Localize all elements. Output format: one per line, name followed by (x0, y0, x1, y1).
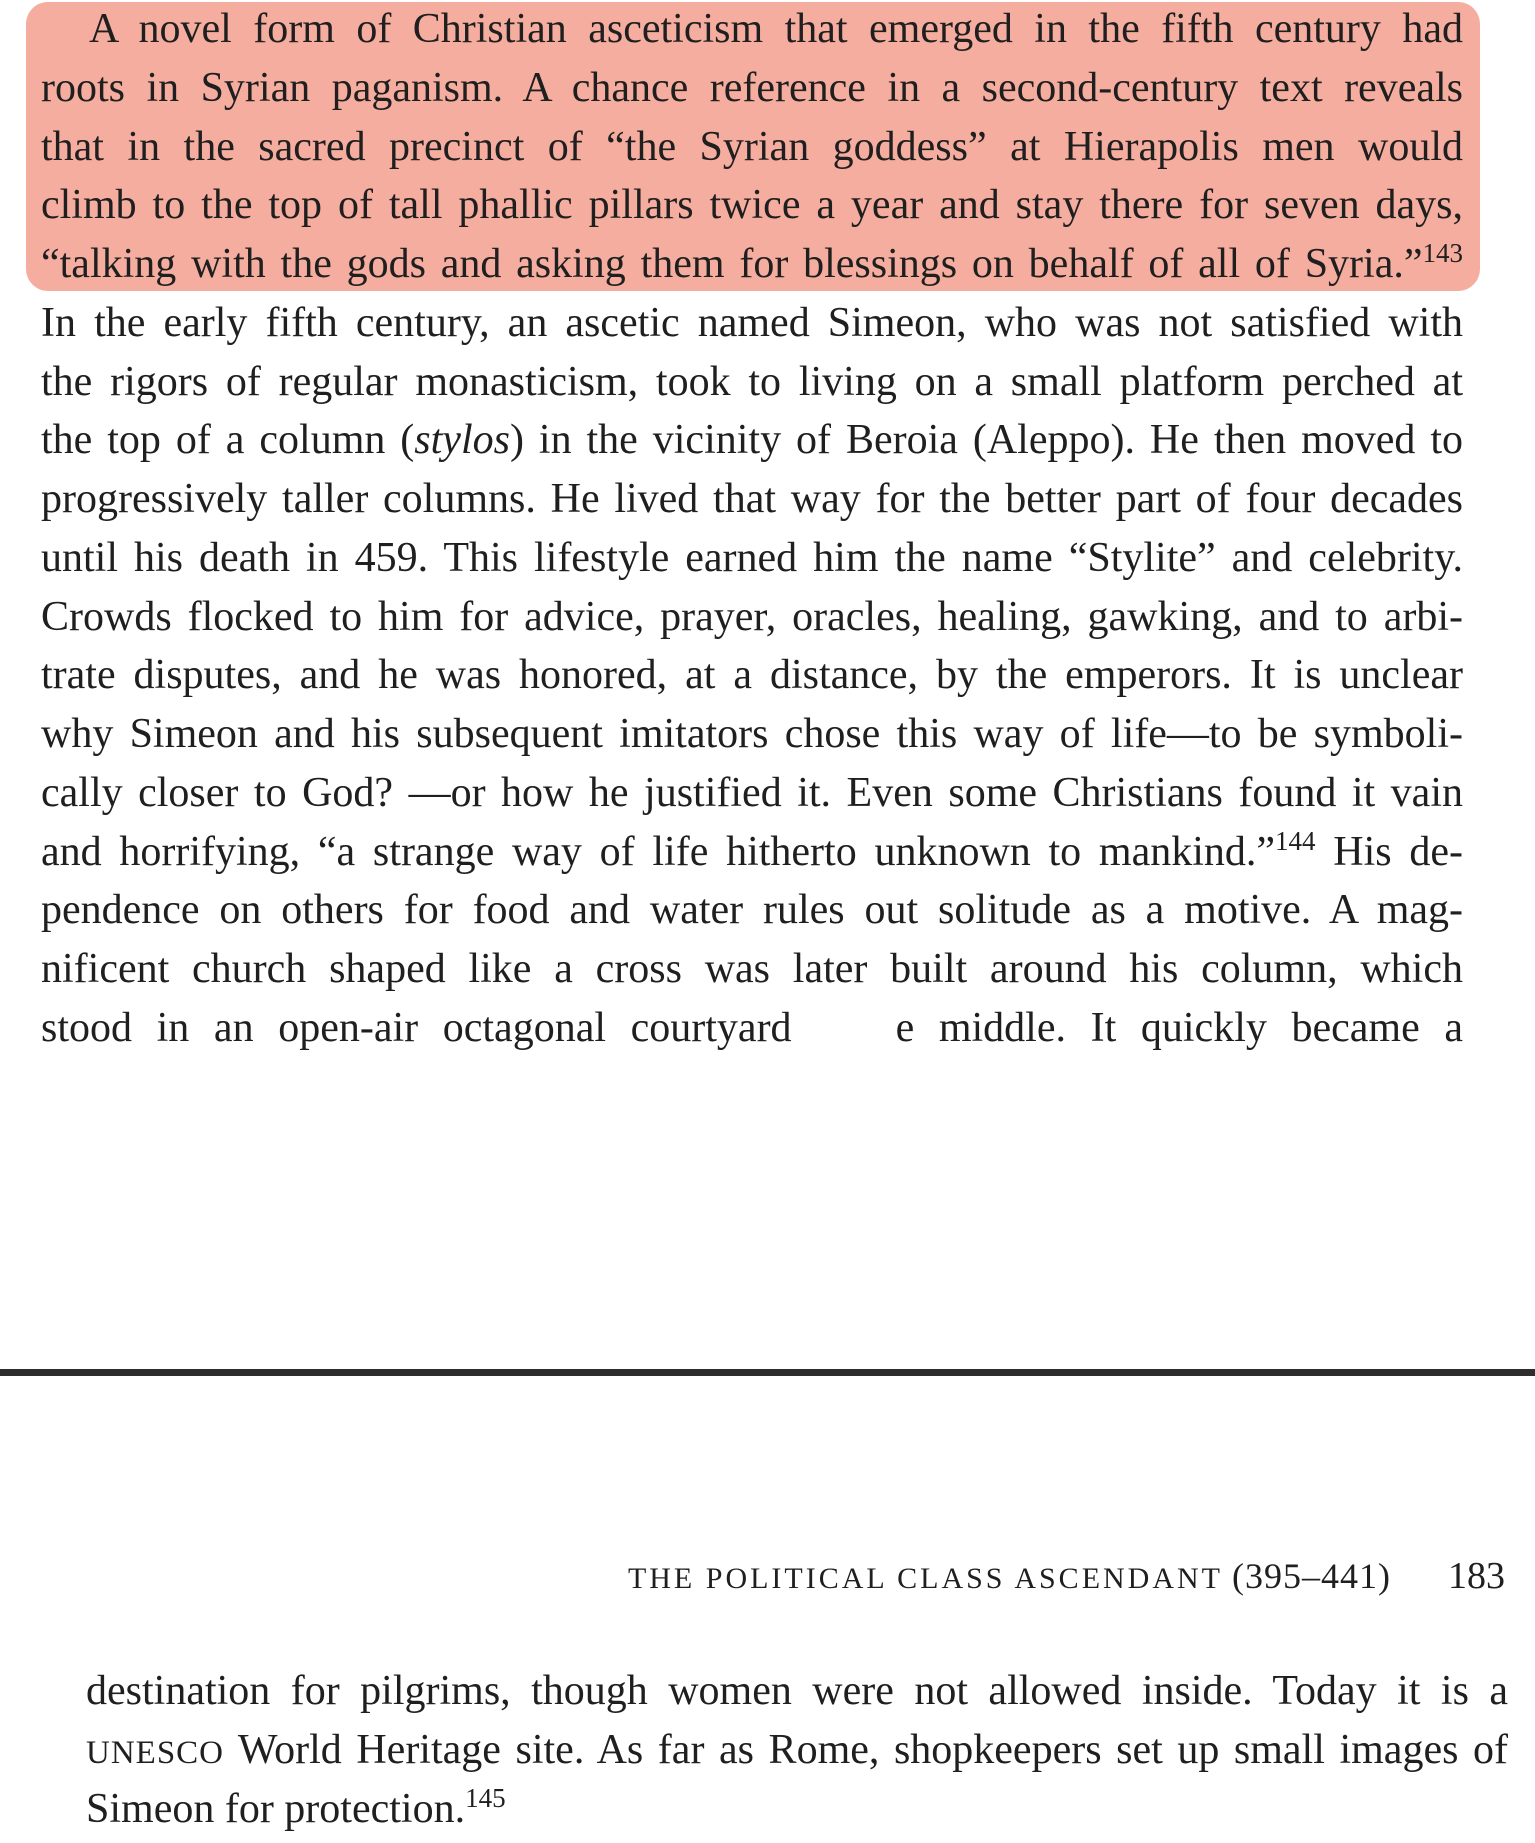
paragraph-line-text: “talking with the gods and asking them for blessings on behalf of all of Syria.” (41, 241, 1423, 287)
paragraph-line (86, 1721, 1508, 1780)
line-text: World Heritage site. As far as Rome, shopkeepers set up small images of (224, 1726, 1508, 1773)
footnote-ref-145[interactable]: 145 (465, 1782, 506, 1813)
paragraph-line: A novel form of Christian asceticism that emerged in the fifth century had (89, 6, 1463, 52)
running-head-title: THE POLITICAL CLASS ASCENDANT (627, 1562, 1224, 1595)
scan-gap (792, 1007, 896, 1047)
paragraph-line: roots in Syrian paganism. A chance reference in a second-century text reveals (41, 64, 1463, 111)
paragraph-line: In the early fifth century, an ascetic named Simeon, who was not satisfied with (41, 299, 1463, 346)
paragraph-line: progressively taller columns. He lived that way for the better part of four decades (41, 476, 1463, 522)
line-text: Simeon for protection. (86, 1785, 466, 1832)
paragraph-line (41, 823, 1463, 882)
paragraph-line (41, 999, 1463, 1058)
line-text: the top of a column ( (41, 417, 415, 464)
line-text: and horrifying, “a strange way of life hitherto unknown to mankind.” (41, 828, 1276, 875)
paragraph-line: the rigors of regular monasticism, took to living on a small platform perched at (41, 358, 1463, 405)
running-head-years: (395–441) (1232, 1556, 1391, 1596)
page-number: 183 (1448, 1555, 1505, 1597)
italic-term-stylos: stylos (414, 417, 510, 464)
line-text: ) in the vicinity of Beroia (Aleppo). He then moved to (509, 417, 1463, 464)
unesco-smallcaps: UNESCO (86, 1734, 225, 1771)
paragraph-line: trate disputes, and he was honored, at a distance, by the emperors. It is unclear (41, 652, 1463, 699)
page-divider (0, 1369, 1535, 1376)
paragraph-line: nificent church shaped like a cross was later built around his column, which (41, 946, 1463, 992)
paragraph-line (41, 235, 1463, 294)
line-text: stood in an open-air octagonal courtyard (41, 1004, 792, 1051)
paragraph-line: until his death in 459. This lifestyle earned him the name “Stylite” and celebrity. (41, 534, 1463, 581)
line-text: e middle. It quickly became a (895, 1004, 1463, 1051)
paragraph-line: climb to the top of tall phallic pillars twice a year and stay there for seven days, (41, 182, 1463, 229)
paragraph-line: Crowds flocked to him for advice, prayer, oracles, healing, gawking, and to arbi- (41, 593, 1463, 640)
paragraph-line: destination for pilgrims, though women were not allowed inside. Today it is a (86, 1668, 1508, 1714)
paragraph-line: pendence on others for food and water rules out solitude as a motive. A mag- (41, 887, 1463, 934)
highlighted-paragraph (41, 0, 1463, 294)
running-head (0, 1554, 1505, 1604)
paragraph-line (86, 1780, 1508, 1839)
footnote-ref-144[interactable]: 144 (1275, 825, 1316, 856)
body-paragraph (41, 294, 1463, 1058)
footnote-ref-143[interactable]: 143 (1422, 238, 1463, 268)
paragraph-line: why Simeon and his subsequent imitators chose this way of life—to be symboli- (41, 711, 1463, 757)
line-text: His de- (1315, 828, 1463, 875)
paragraph-line: cally closer to God? —or how he justified it. Even some Christians found it vain (41, 769, 1463, 816)
paragraph-line: that in the sacred precinct of “the Syrian goddess” at Hierapolis men would (41, 123, 1463, 170)
paragraph-line (41, 411, 1463, 470)
continued-paragraph (86, 1662, 1508, 1838)
